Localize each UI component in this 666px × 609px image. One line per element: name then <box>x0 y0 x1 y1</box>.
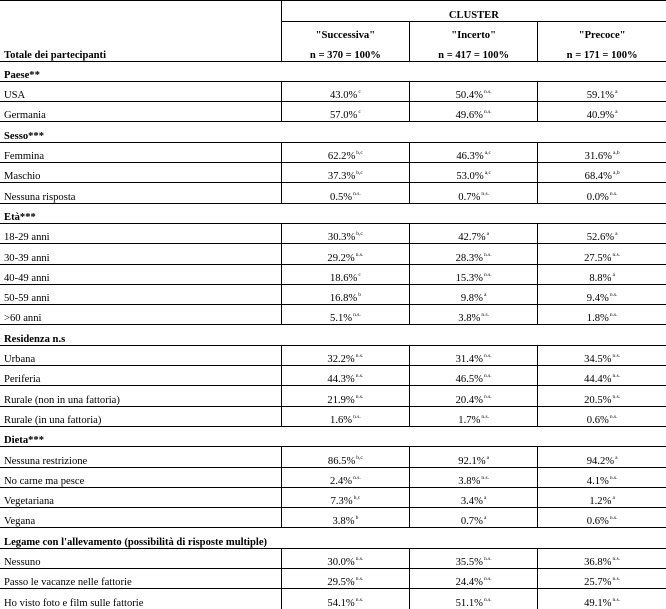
significance-marker: n.s. <box>612 353 621 360</box>
percentage-value: 62.2% <box>327 151 356 163</box>
table-row <box>0 345 666 365</box>
percentage-value: 34.5% <box>584 354 612 366</box>
row-label: Ho visto foto e film sulle fattorie <box>0 589 281 609</box>
significance-marker: n.s. <box>481 413 489 420</box>
significance-marker: a,c <box>484 170 491 177</box>
value-cell <box>538 305 666 325</box>
row-label: 18-29 anni <box>0 223 281 243</box>
significance-marker: b,c <box>356 231 363 238</box>
total-participants-label: Totale dei partecipanti <box>4 49 107 61</box>
significance-marker: a,c <box>484 150 491 157</box>
table-row <box>0 264 666 284</box>
percentage-value: 8.8% <box>589 272 612 284</box>
section-title: Dieta*** <box>0 426 666 446</box>
percentage-value: 2.4% <box>330 475 353 487</box>
column-name-precoce: "Precoce" <box>538 22 666 42</box>
percentage-value: 29.5% <box>327 577 355 589</box>
value-cell <box>281 284 409 304</box>
significance-marker: n.s. <box>612 373 621 380</box>
table-row <box>0 447 666 467</box>
column-name-successiva: "Successiva" <box>281 22 409 42</box>
row-label: Vegana <box>0 508 281 528</box>
significance-marker: n.s. <box>612 251 621 258</box>
value-cell <box>410 244 538 264</box>
significance-marker: n.s. <box>355 393 364 400</box>
value-cell <box>410 386 538 406</box>
row-label: Urbana <box>0 345 281 365</box>
percentage-value: 46.5% <box>455 374 483 386</box>
percentage-value: 44.4% <box>584 374 612 386</box>
significance-marker: n.s. <box>612 393 621 400</box>
significance-marker: n.s. <box>609 292 618 299</box>
section-header-row <box>0 203 666 223</box>
significance-marker: n.s. <box>353 413 361 420</box>
significance-marker: a <box>612 271 615 278</box>
significance-marker: a <box>612 495 615 502</box>
table-row <box>0 487 666 507</box>
significance-marker: a <box>483 495 487 502</box>
percentage-value: 86.5% <box>327 455 356 467</box>
row-label: 50-59 anni <box>0 284 281 304</box>
significance-marker: n.s. <box>484 373 492 380</box>
row-label: Vegetariana <box>0 487 281 507</box>
value-cell <box>538 386 666 406</box>
significance-marker: n.s. <box>609 413 618 420</box>
table-body <box>0 61 666 609</box>
significance-marker: n.s. <box>353 312 361 319</box>
percentage-value: 43.0% <box>329 90 358 102</box>
percentage-value: 0.7% <box>458 191 481 203</box>
percentage-value: 9.8% <box>460 293 483 305</box>
percentage-value: 3.8% <box>332 516 355 528</box>
value-cell <box>410 81 538 101</box>
percentage-value: 25.7% <box>584 577 612 589</box>
value-cell <box>538 183 666 203</box>
value-cell <box>281 163 409 183</box>
percentage-value: 59.1% <box>586 90 615 102</box>
percentage-value: 31.6% <box>584 151 613 163</box>
value-cell <box>538 447 666 467</box>
section-title: Legame con l'allevamento (possibilità di risposte multiple) <box>0 528 666 548</box>
significance-marker: n.s. <box>484 271 492 278</box>
table-row <box>0 548 666 568</box>
value-cell <box>281 386 409 406</box>
significance-marker: n.s. <box>612 556 621 563</box>
row-label: Nessuna restrizione <box>0 447 281 467</box>
table-row <box>0 467 666 487</box>
significance-marker: n.s. <box>484 109 492 116</box>
percentage-value: 1.7% <box>458 414 481 426</box>
row-label: USA <box>0 81 281 101</box>
percentage-value: 51.1% <box>455 597 483 609</box>
section-header-row <box>0 528 666 548</box>
percentage-value: 1.6% <box>330 414 353 426</box>
section-title: Residenza n.s <box>0 325 666 345</box>
value-cell <box>281 467 409 487</box>
percentage-value: 49.6% <box>455 110 483 122</box>
percentage-value: 35.5% <box>455 557 483 569</box>
percentage-value: 20.5% <box>584 394 612 406</box>
column-n-incerto: n = 417 = 100% <box>410 41 538 61</box>
percentage-value: 16.8% <box>329 293 358 305</box>
percentage-value: 7.3% <box>330 496 353 508</box>
percentage-value: 3.4% <box>460 496 483 508</box>
percentage-value: 3.8% <box>458 475 481 487</box>
value-cell <box>281 264 409 284</box>
significance-marker: n.s. <box>609 515 618 522</box>
column-name-row <box>0 22 666 42</box>
row-label: Maschio <box>0 163 281 183</box>
table-row <box>0 223 666 243</box>
value-cell <box>281 508 409 528</box>
percentage-value: 68.4% <box>584 171 613 183</box>
table-row <box>0 366 666 386</box>
value-cell <box>538 223 666 243</box>
percentage-value: 9.4% <box>586 293 609 305</box>
column-n-row <box>0 41 666 61</box>
significance-marker: n.s. <box>355 373 364 380</box>
percentage-value: 24.4% <box>455 577 483 589</box>
table-row <box>0 81 666 101</box>
significance-marker: b <box>358 292 361 299</box>
row-label: Periferia <box>0 366 281 386</box>
row-label: Femmina <box>0 142 281 162</box>
percentage-value: 15.3% <box>455 272 483 284</box>
value-cell <box>281 366 409 386</box>
significance-marker: a <box>615 231 618 238</box>
value-cell <box>538 142 666 162</box>
significance-marker: c <box>358 89 361 96</box>
percentage-value: 0.7% <box>460 516 483 528</box>
percentage-value: 1.8% <box>586 313 609 325</box>
value-cell <box>538 264 666 284</box>
value-cell <box>281 142 409 162</box>
section-header-row <box>0 122 666 142</box>
significance-marker: n.s. <box>355 596 364 603</box>
column-n-successiva: n = 370 = 100% <box>281 41 409 61</box>
significance-marker: b,c <box>356 170 363 177</box>
section-title: Età*** <box>0 203 666 223</box>
value-cell <box>538 284 666 304</box>
table-row <box>0 102 666 122</box>
value-cell <box>538 244 666 264</box>
significance-marker: n.s. <box>355 251 364 258</box>
significance-marker: n.s. <box>484 251 492 258</box>
row-label: >60 anni <box>0 305 281 325</box>
cluster-header-row <box>0 1 666 22</box>
significance-marker: n.s. <box>355 576 364 583</box>
value-cell <box>410 366 538 386</box>
value-cell <box>281 487 409 507</box>
significance-marker: n.s. <box>355 353 364 360</box>
value-cell <box>410 508 538 528</box>
table-row <box>0 244 666 264</box>
significance-marker: c <box>358 271 361 278</box>
percentage-value: 0.5% <box>330 191 353 203</box>
value-cell <box>410 548 538 568</box>
significance-marker: n.s. <box>609 474 618 481</box>
table-row <box>0 589 666 609</box>
value-cell <box>281 447 409 467</box>
value-cell <box>410 447 538 467</box>
percentage-value: 94.2% <box>586 455 615 467</box>
table-row <box>0 305 666 325</box>
value-cell <box>410 142 538 162</box>
value-cell <box>281 102 409 122</box>
percentage-value: 30.0% <box>327 557 355 569</box>
column-n-precoce: n = 171 = 100% <box>538 41 666 61</box>
percentage-value: 44.3% <box>327 374 355 386</box>
table-row <box>0 163 666 183</box>
significance-marker: n.s. <box>484 556 492 563</box>
value-cell <box>410 406 538 426</box>
value-cell <box>538 102 666 122</box>
significance-marker: n.s. <box>484 89 492 96</box>
percentage-value: 42.7% <box>458 232 486 244</box>
percentage-value: 92.1% <box>458 455 486 467</box>
value-cell <box>538 81 666 101</box>
value-cell <box>281 589 409 609</box>
value-cell <box>410 183 538 203</box>
value-cell <box>410 345 538 365</box>
row-label: Germania <box>0 102 281 122</box>
significance-marker: a <box>615 454 618 461</box>
significance-marker: n.s. <box>353 474 361 481</box>
percentage-value: 0.6% <box>586 516 609 528</box>
row-label: Nessuno <box>0 548 281 568</box>
row-label: No carne ma pesce <box>0 467 281 487</box>
percentage-value: 30.3% <box>327 232 356 244</box>
percentage-value: 57.0% <box>329 110 358 122</box>
value-cell <box>281 244 409 264</box>
value-cell <box>410 284 538 304</box>
percentage-value: 18.6% <box>329 272 358 284</box>
value-cell <box>538 345 666 365</box>
percentage-value: 31.4% <box>455 354 483 366</box>
significance-marker: n.s. <box>484 353 492 360</box>
percentage-value: 0.0% <box>586 191 609 203</box>
section-title: Sesso*** <box>0 122 666 142</box>
percentage-value: 32.2% <box>327 354 355 366</box>
significance-marker: n.s. <box>355 556 364 563</box>
percentage-value: 37.3% <box>327 171 356 183</box>
value-cell <box>281 569 409 589</box>
value-cell <box>410 487 538 507</box>
percentage-value: 29.2% <box>327 252 355 264</box>
table-row <box>0 142 666 162</box>
significance-marker: b,c <box>356 454 363 461</box>
percentage-value: 36.8% <box>584 557 612 569</box>
value-cell <box>410 305 538 325</box>
percentage-value: 52.6% <box>586 232 615 244</box>
value-cell <box>538 487 666 507</box>
significance-marker: a <box>615 89 618 96</box>
significance-marker: b,c <box>353 495 361 502</box>
percentage-value: 1.2% <box>589 496 612 508</box>
significance-marker: n.s. <box>609 190 618 197</box>
value-cell <box>410 589 538 609</box>
percentage-value: 46.3% <box>456 151 484 163</box>
value-cell <box>281 183 409 203</box>
row-label: Rurale (in una fattoria) <box>0 406 281 426</box>
percentage-value: 4.1% <box>586 475 609 487</box>
significance-marker: a <box>483 515 487 522</box>
value-cell <box>281 81 409 101</box>
value-cell <box>538 163 666 183</box>
value-cell <box>538 508 666 528</box>
value-cell <box>410 467 538 487</box>
significance-marker: n.s. <box>481 474 489 481</box>
table-row <box>0 183 666 203</box>
significance-marker: n.s. <box>612 596 621 603</box>
percentage-value: 0.6% <box>586 414 609 426</box>
section-title: Paese** <box>0 61 666 81</box>
percentage-value: 20.4% <box>455 394 483 406</box>
percentage-value: 54.1% <box>327 597 355 609</box>
percentage-value: 28.3% <box>455 252 483 264</box>
section-header-row <box>0 426 666 446</box>
value-cell <box>410 102 538 122</box>
significance-marker: n.s. <box>484 596 492 603</box>
row-label: Rurale (non in una fattoria) <box>0 386 281 406</box>
value-cell <box>538 569 666 589</box>
significance-marker: n.s. <box>484 393 492 400</box>
table-row <box>0 386 666 406</box>
significance-marker: a <box>615 109 618 116</box>
value-cell <box>538 467 666 487</box>
row-label: Passo le vacanze nelle fattorie <box>0 569 281 589</box>
row-label: 30-39 anni <box>0 244 281 264</box>
significance-marker: a,b <box>613 150 620 157</box>
significance-marker: a <box>483 292 487 299</box>
cluster-title: CLUSTER <box>281 1 666 22</box>
percentage-value: 3.8% <box>458 313 481 325</box>
table-row <box>0 508 666 528</box>
percentage-value: 21.9% <box>327 394 355 406</box>
table-row <box>0 284 666 304</box>
significance-marker: n.s. <box>609 312 618 319</box>
value-cell <box>281 406 409 426</box>
significance-marker: n.s. <box>481 312 489 319</box>
significance-marker: n.s. <box>353 190 361 197</box>
column-name-incerto: "Incerto" <box>410 22 538 42</box>
value-cell <box>281 223 409 243</box>
value-cell <box>281 305 409 325</box>
value-cell <box>538 548 666 568</box>
percentage-value: 50.4% <box>455 90 483 102</box>
value-cell <box>410 569 538 589</box>
value-cell <box>410 163 538 183</box>
section-header-row <box>0 61 666 81</box>
value-cell <box>538 589 666 609</box>
significance-marker: n.s. <box>484 576 492 583</box>
percentage-value: 27.5% <box>584 252 612 264</box>
value-cell <box>281 345 409 365</box>
significance-marker: a <box>486 454 490 461</box>
significance-marker: a <box>486 231 490 238</box>
value-cell <box>410 223 538 243</box>
percentage-value: 49.1% <box>584 597 612 609</box>
significance-marker: a,b <box>613 170 620 177</box>
significance-marker: n.s. <box>481 190 489 197</box>
significance-marker: c <box>358 109 361 116</box>
table-row <box>0 569 666 589</box>
percentage-value: 5.1% <box>330 313 353 325</box>
significance-marker: n.s. <box>612 576 621 583</box>
row-label: 40-49 anni <box>0 264 281 284</box>
value-cell <box>410 264 538 284</box>
percentage-value: 53.0% <box>456 171 484 183</box>
table-row <box>0 406 666 426</box>
value-cell <box>538 366 666 386</box>
percentage-value: 40.9% <box>586 110 615 122</box>
significance-marker: b <box>355 515 359 522</box>
row-label: Nessuna risposta <box>0 183 281 203</box>
section-header-row <box>0 325 666 345</box>
significance-marker: b,c <box>356 150 363 157</box>
value-cell <box>538 406 666 426</box>
value-cell <box>281 548 409 568</box>
